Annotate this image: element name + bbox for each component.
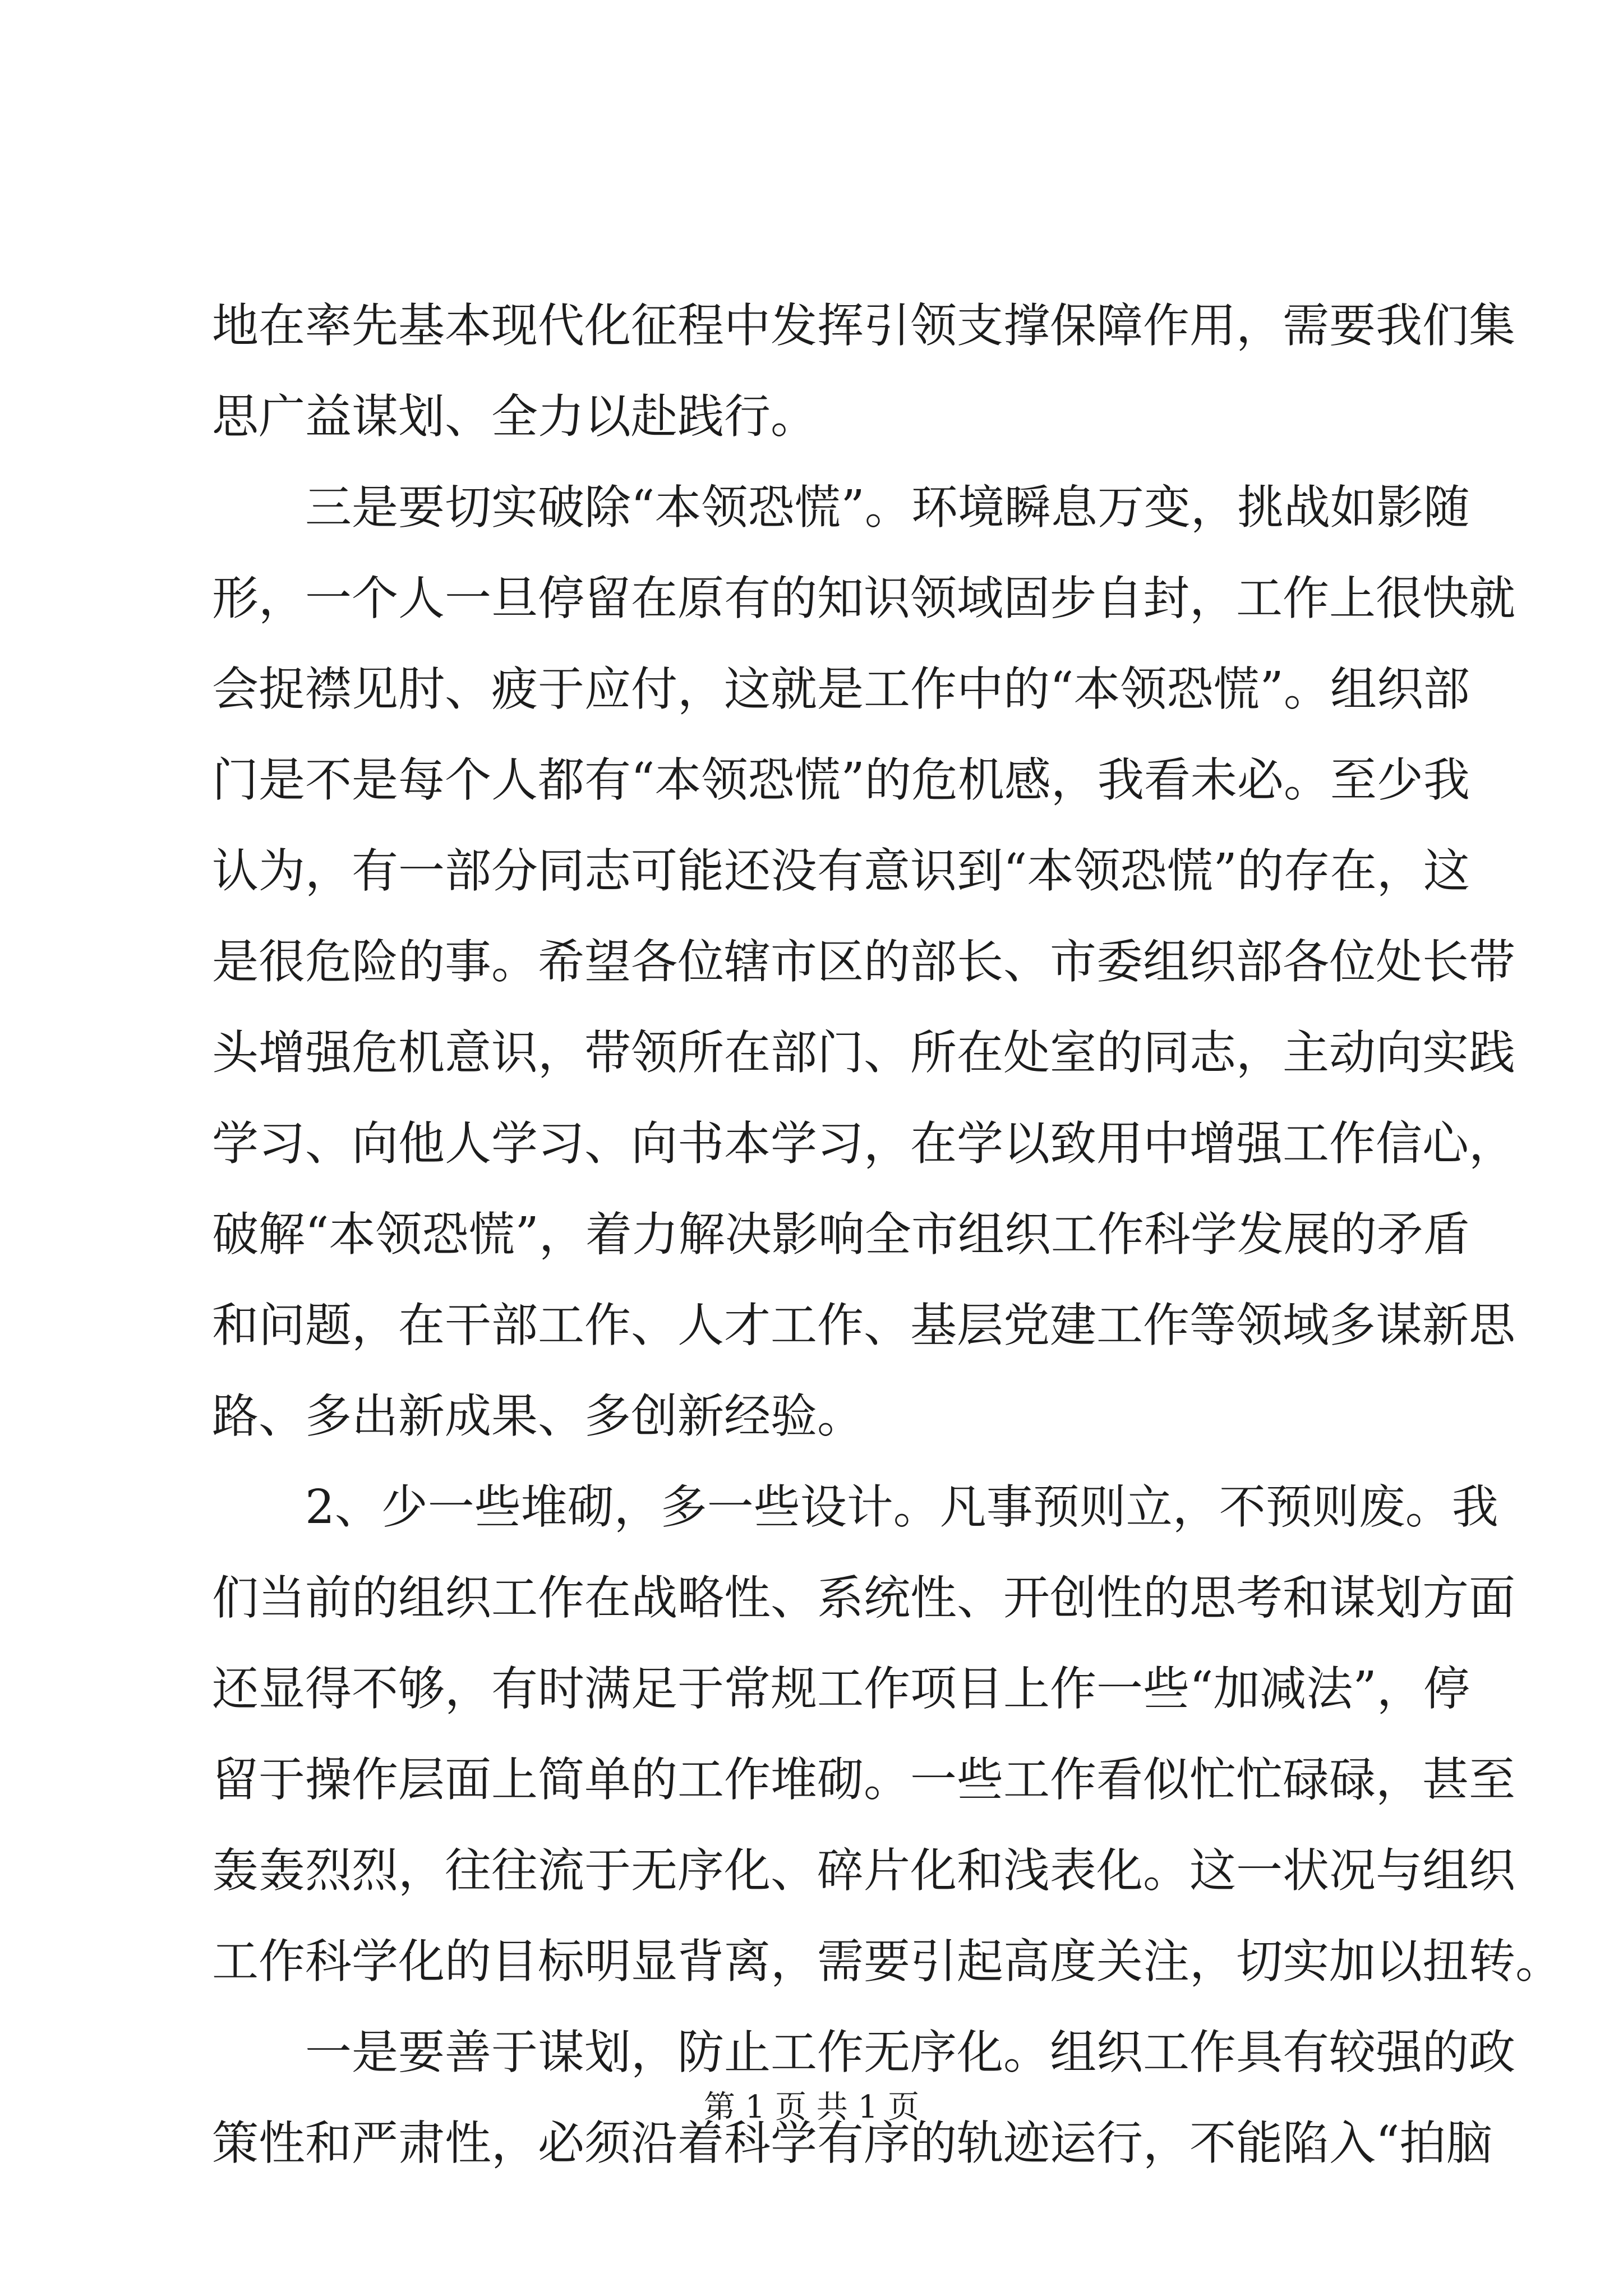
text-line: 认为，有一部分同志可能还没有意识到“本领恐慌”的存在，这 (212, 844, 1470, 898)
text-line: 三是要切实破除“本领恐慌”。环境瞬息万变，挑战如影随 (305, 480, 1470, 535)
text-line: 留于操作层面上简单的工作堆砌。一些工作看似忙忙碌碌，甚至 (212, 1752, 1515, 1807)
text-line: 工作科学化的目标明显背离，需要引起高度关注，切实加以扭转。 (212, 1934, 1562, 1989)
page-number-footer: 第 1 页 共 1 页 (703, 2089, 920, 2125)
text-line: 2、少一些堆砌，多一些设计。凡事预则立，不预则废。我 (305, 1480, 1498, 1534)
text-line: 策性和严肃性，必须沿着科学有序的轨迹运行，不能陷入“拍脑 (212, 2116, 1493, 2170)
text-line: 们当前的组织工作在战略性、系统性、开创性的思考和谋划方面 (212, 1571, 1515, 1625)
text-line: 门是不是每个人都有“本领恐慌”的危机感，我看未必。至少我 (212, 753, 1470, 807)
document-body (212, 280, 1562, 2189)
text-line: 还显得不够，有时满足于常规工作项目上作一些“加减法”，停 (212, 1662, 1470, 1716)
text-line: 是很危险的事。希望各位辖市区的部长、市委组织部各位处长带 (212, 935, 1515, 989)
text-line: 会捉襟见肘、疲于应付，这就是工作中的“本领恐慌”。组织部 (212, 662, 1470, 716)
text-line: 头增强危机意识，带领所在部门、所在处室的同志，主动向实践 (212, 1025, 1515, 1080)
text-line: 地在率先基本现代化征程中发挥引领支撑保障作用，需要我们集 (212, 298, 1515, 353)
text-line: 和问题，在干部工作、人才工作、基层党建工作等领域多谋新思 (212, 1298, 1515, 1352)
text-line: 形，一个人一旦停留在原有的知识领域固步自封，工作上很快就 (212, 571, 1515, 625)
text-line: 路、多出新成果、多创新经验。 (212, 1389, 864, 1443)
text-line: 破解“本领恐慌”，着力解决影响全市组织工作科学发展的矛盾 (212, 1207, 1470, 1262)
text-line: 思广益谋划、全力以赴践行。 (212, 389, 817, 444)
text-line: 轰轰烈烈，往往流于无序化、碎片化和浅表化。这一状况与组织 (212, 1843, 1515, 1898)
text-line: 一是要善于谋划，防止工作无序化。组织工作具有较强的政 (305, 2025, 1515, 2079)
text-line: 学习、向他人学习、向书本学习，在学以致用中增强工作信心， (212, 1116, 1515, 1171)
